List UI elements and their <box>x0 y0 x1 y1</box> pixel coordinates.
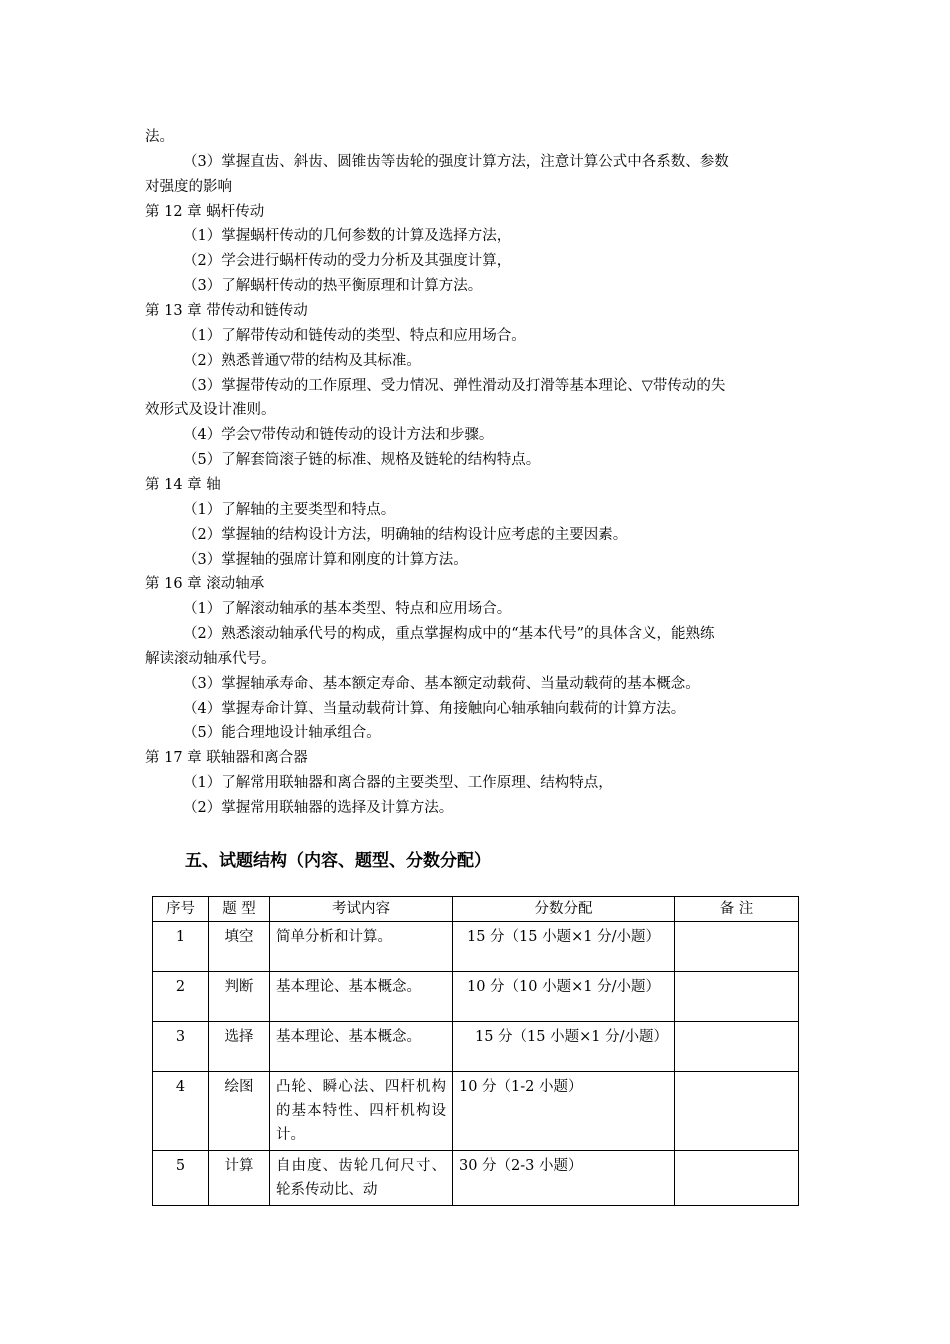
row-note <box>675 972 799 1022</box>
table-row <box>153 922 799 972</box>
table-header-row <box>153 897 799 922</box>
paragraph-line: 对强度的影响 <box>145 178 232 195</box>
row-content: 凸轮、瞬心法、四杆机构的基本特性、四杆机构设计。 <box>270 1072 453 1151</box>
row-no: 3 <box>153 1022 209 1072</box>
row-score: 10 分（10 小题×1 分/小题） <box>453 972 675 1022</box>
paragraph-line: （5）了解套筒滚子链的标准、规格及链轮的结构特点。 <box>183 452 541 469</box>
paragraph-line: （1）了解滚动轴承的基本类型、特点和应用场合。 <box>183 601 512 618</box>
row-type: 计算 <box>209 1151 270 1206</box>
paragraph-line: （2）掌握常用联轴器的选择及计算方法。 <box>183 800 454 816</box>
paragraph-line: （2）掌握轴的结构设计方法，明确轴的结构设计应考虑的主要因素。 <box>183 526 628 543</box>
row-type: 判断 <box>209 972 270 1022</box>
row-no: 4 <box>153 1072 209 1151</box>
row-no: 2 <box>153 972 209 1022</box>
row-score: 10 分（1-2 小题） <box>453 1072 675 1151</box>
chapter-heading: 第 17 章 联轴器和离合器 <box>145 750 308 767</box>
paragraph-line: （1）了解轴的主要类型和特点。 <box>183 501 396 518</box>
paragraph-line: （3）了解蜗杆传动的热平衡原理和计算方法。 <box>183 278 483 295</box>
paragraph-line: （4）学会▽带传动和链传动的设计方法和步骤。 <box>183 427 494 444</box>
paragraph-line: （3）掌握直齿、斜齿、圆锥齿等齿轮的强度计算方法，注意计算公式中各系数、参数 <box>183 153 729 170</box>
table-row <box>153 1151 799 1206</box>
paragraph-line: （2）学会进行蜗杆传动的受力分析及其强度计算， <box>183 253 512 270</box>
row-type: 选择 <box>209 1022 270 1072</box>
paragraph-line: 效形式及设计准则。 <box>145 402 276 419</box>
row-content: 基本理论、基本概念。 <box>270 972 453 1022</box>
row-type: 绘图 <box>209 1072 270 1151</box>
row-content: 自由度、齿轮几何尺寸、轮系传动比、动 <box>270 1151 453 1206</box>
paragraph-line: （2）熟悉普通▽带的结构及其标准。 <box>183 352 421 369</box>
row-content: 基本理论、基本概念。 <box>270 1022 453 1072</box>
header-type: 题 型 <box>209 897 270 922</box>
header-content: 考试内容 <box>270 897 453 922</box>
row-note <box>675 1151 799 1206</box>
chapter-heading: 第 12 章 蜗杆传动 <box>145 203 265 220</box>
row-score: 30 分（2-3 小题） <box>453 1151 675 1206</box>
row-no: 5 <box>153 1151 209 1206</box>
exam-structure-table <box>152 896 799 1206</box>
row-score: 15 分（15 小题×1 分/小题） <box>453 1022 675 1072</box>
header-score: 分数分配 <box>453 897 675 922</box>
paragraph-line: （3）掌握轴承寿命、基本额定寿命、基本额定动载荷、当量动载荷的基本概念。 <box>183 675 700 692</box>
paragraph-line: （1）了解常用联轴器和离合器的主要类型、工作原理、结构特点， <box>183 775 613 792</box>
paragraph-line: （2）熟悉滚动轴承代号的构成，重点掌握构成中的“基本代号”的具体含义，能熟练 <box>183 626 715 642</box>
header-note: 备 注 <box>675 897 799 922</box>
chapter-heading: 第 13 章 带传动和链传动 <box>145 303 308 319</box>
row-note <box>675 1022 799 1072</box>
paragraph-line: （5）能合理地设计轴承组合。 <box>183 725 381 742</box>
row-type: 填空 <box>209 922 270 972</box>
row-score: 15 分（15 小题×1 分/小题） <box>453 922 675 972</box>
row-content: 简单分析和计算。 <box>270 922 453 972</box>
paragraph-line: （3）掌握带传动的工作原理、受力情况、弹性滑动及打滑等基本理论、▽带传动的失 <box>183 377 726 394</box>
chapter-heading: 第 16 章 滚动轴承 <box>145 576 265 593</box>
row-no: 1 <box>153 922 209 972</box>
paragraph-line: 解读滚动轴承代号。 <box>145 650 276 667</box>
paragraph-line: （1）了解带传动和链传动的类型、特点和应用场合。 <box>183 327 526 344</box>
header-no: 序号 <box>153 897 209 922</box>
paragraph-line: 法。 <box>145 129 174 145</box>
table-row <box>153 1072 799 1151</box>
row-note <box>675 922 799 972</box>
table-row <box>153 1022 799 1072</box>
paragraph-line: （1）掌握蜗杆传动的几何参数的计算及选择方法， <box>183 228 512 245</box>
chapter-heading: 第 14 章 轴 <box>145 476 221 493</box>
table-row <box>153 972 799 1022</box>
paragraph-line: （4）掌握寿命计算、当量动载荷计算、角接触向心轴承轴向载荷的计算方法。 <box>183 700 686 717</box>
row-note <box>675 1072 799 1151</box>
section-title: 五、试题结构（内容、题型、分数分配） <box>185 851 491 871</box>
paragraph-line: （3）掌握轴的强席计算和刚度的计算方法。 <box>183 551 468 568</box>
